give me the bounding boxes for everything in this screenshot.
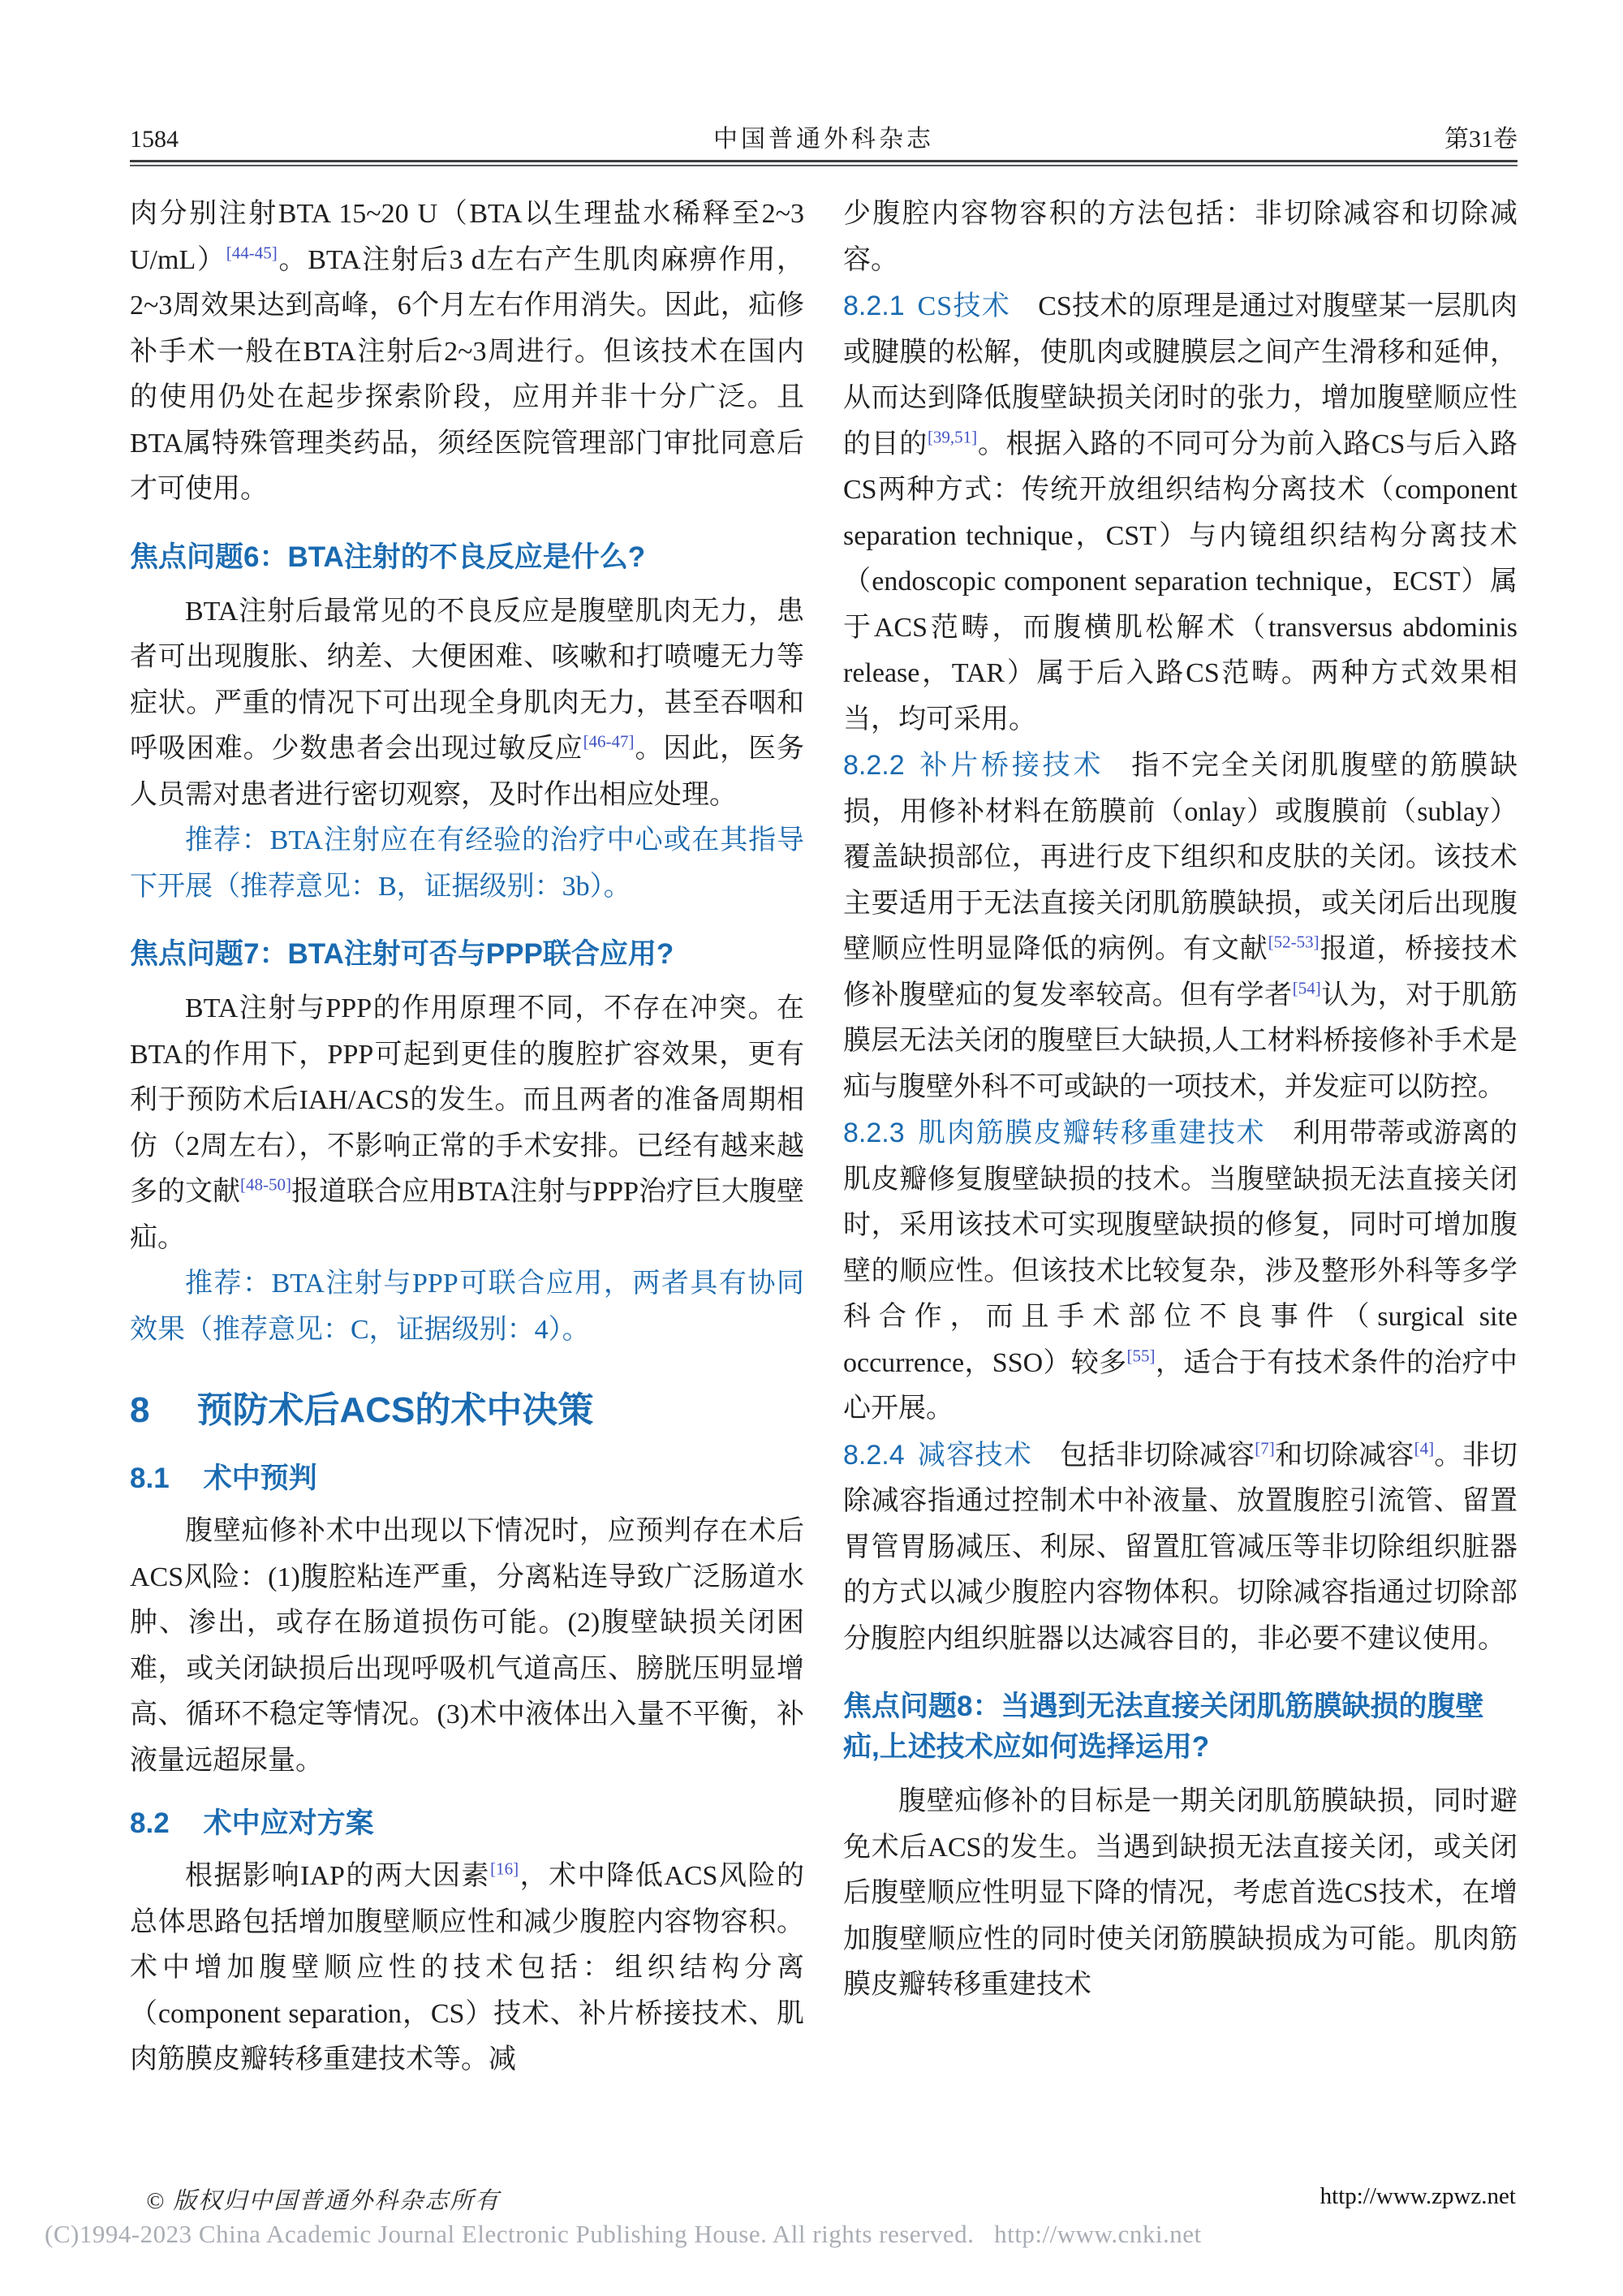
- subsection-number: 8.2.1: [843, 291, 905, 321]
- citation-ref: [16]: [490, 1859, 519, 1879]
- page-number: 1584: [130, 126, 179, 153]
- focus-question-7-heading: 焦点问题7：BTA注射可否与PPP联合应用?: [130, 938, 674, 970]
- paragraph-bta-dose: [130, 192, 804, 513]
- citation-ref: [52-53]: [1268, 932, 1319, 952]
- text-run: 。非切除减容指通过控制术中补液量、放置腹腔引流管、留置胃管胃肠减压、利尿、留置肛管减压等非切除组织脏器的方式以减少腹腔内容物体积。切除减容指通过切除部分腹腔内组织脏器以达减容目的，非必要不建议使用。: [843, 1440, 1518, 1654]
- section-number: 8.2: [130, 1807, 170, 1839]
- section-8-heading: [130, 1387, 804, 1434]
- section-number: 8: [130, 1390, 150, 1430]
- paragraph-technique-selection: 腹壁疝修补的目标是一期关闭肌筋膜缺损，同时避免术后ACS的发生。当遇到缺损无法直接关闭，或关闭后腹壁顺应性明显下降的情况，考虑首选CS技术，在增加腹壁顺应性的同时使关闭筋膜缺损成为可能。肌肉筋膜皮瓣转移重建技术: [843, 1786, 1518, 2000]
- paragraph-intraop-response: [130, 1854, 804, 2083]
- section-title: 术中应对方案: [203, 1807, 374, 1839]
- text-run: 报道联合应用BTA注射与PPP治疗巨大腹壁疝。: [130, 1177, 804, 1253]
- subsection-number: 8.2.4: [843, 1439, 905, 1471]
- text-run: 包括非切除减容: [1060, 1440, 1255, 1471]
- recommendation-6: 推荐：BTA注射应在有经验的治疗中心或在其指导下开展（推荐意见：B，证据级别：3b）。: [130, 825, 804, 902]
- text-run: 指不完全关闭肌腹壁的筋膜缺损，用修补材料在筋膜前（onlay）或腹膜前（sublay）覆盖缺损部位，再进行皮下组织和皮肤的关闭。该技术主要适用于无法直接关闭肌筋膜缺损，或关闭后出现腹壁顺应性明显降低的病例。有文献: [843, 751, 1518, 964]
- subsection-8-2-1: [843, 283, 1518, 743]
- subsection-title: 肌肉筋膜皮瓣转移重建技术: [917, 1118, 1266, 1148]
- citation-ref: [54]: [1292, 978, 1321, 998]
- text-run: 。因此，医务人员需对患者进行密切观察，及时作出相应处理。: [130, 734, 805, 810]
- citation-ref: [46-47]: [583, 731, 635, 752]
- subsection-8-2-2: [843, 743, 1518, 1110]
- header-rule: [130, 160, 1518, 166]
- subsection-8-2-3: [843, 1110, 1518, 1432]
- citation-ref: [44-45]: [226, 243, 278, 263]
- caj-copyright-line: (C)1994-2023 China Academic Journal Electronic Publishing House. All rights reserved. http://www.cnki.net: [45, 2220, 1202, 2248]
- text-run: 利用带蒂或游离的肌皮瓣修复腹壁缺损的技术。当腹壁缺损无法直接关闭时，采用该技术可实现腹壁缺损的修复，同时可增加腹壁的顺应性。但该技术比较复杂，涉及整形外科等多学科合作，而且手术部位不良事件（surgical site occurrence，SSO）较多: [843, 1118, 1518, 1378]
- subsection-number: 8.2.2: [843, 750, 905, 781]
- text-run: 报道，桥接技术修补腹壁疝的复发率较高。但有学者: [843, 934, 1518, 1010]
- journal-title: 中国普通外科杂志: [713, 126, 934, 153]
- copyright-note: © 版权归中国普通外科杂志所有: [146, 2188, 501, 2214]
- citation-ref: [7]: [1255, 1438, 1275, 1458]
- text-run: 。BTA注射后3 d左右产生肌肉麻痹作用，2~3周效果达到高峰，6个月左右作用消失。因此，疝修补手术一般在BTA注射后2~3周进行。但该技术在国内的使用仍处在起步探索阶段，应用并非十分广泛。且BTA属特殊管理类药品，须经医院管理部门审批同意后才可使用。: [130, 244, 804, 504]
- section-8-1-heading: [130, 1458, 804, 1499]
- subsection-title: 补片桥接技术: [917, 751, 1104, 781]
- text-run: 认为，对于肌筋膜层无法关闭的腹壁巨大缺损,人工材料桥接修补手术是疝与腹壁外科不可或缺的一项技术，并发症可以防控。: [843, 980, 1518, 1102]
- paragraph-bta-adverse: [130, 589, 804, 819]
- section-title: 术中预判: [203, 1462, 317, 1494]
- subsection-title: CS技术: [917, 291, 1011, 321]
- page-header: [130, 122, 1518, 157]
- text-run: 和切除减容: [1274, 1440, 1414, 1471]
- text-run: 肉分别注射BTA 15~20 U（BTA以生理盐水稀释至2~3 U/mL）: [130, 199, 804, 275]
- journal-site-url: http://www.zpwz.net: [1319, 2183, 1516, 2209]
- paragraph-bta-ppp: [130, 986, 804, 1261]
- text-run: 。根据入路的不同可分为前入路CS与后入路CS两种方式：传统开放组织结构分离技术（component separation technique，CST）与内镜组织结构分离技术（endoscopic component separation technique，ECST）属于ACS范畴，而腹横肌松解术（transversus abdominis release，TAR）属于后入路CS范畴。两种方式效果相当，均可采用。: [843, 429, 1518, 734]
- citation-ref: [48-50]: [240, 1174, 291, 1195]
- text-run: BTA注射后最常见的不良反应是腹壁肌肉无力，患者可出现腹胀、纳差、大便困难、咳嗽和打喷嚏无力等症状。严重的情况下可出现全身肌肉无力，甚至吞咽和呼吸困难。少数患者会出现过敏反应: [130, 596, 804, 764]
- focus-question-6-heading: 焦点问题6：BTA注射的不良反应是什么?: [130, 541, 646, 573]
- focus-question-8-heading: 焦点问题8：当遇到无法直接关闭肌筋膜缺损的腹壁疝,上述技术应如何选择运用?: [843, 1691, 1484, 1763]
- paragraph-volume-reduction-intro: 少腹腔内容物容积的方法包括：非切除减容和切除减容。: [843, 199, 1518, 275]
- section-8-2-heading: [130, 1803, 804, 1844]
- left-column: [130, 192, 804, 2083]
- subsection-title: 减容技术: [917, 1440, 1033, 1471]
- section-number: 8.1: [130, 1462, 170, 1494]
- text-run: ，术中降低ACS风险的总体思路包括增加腹壁顺应性和减少腹腔内容物容积。术中增加腹壁顺应性的技术包括：组织结构分离（component separation，CS）技术、补片桥接技术、肌肉筋膜皮瓣转移重建技术等。减: [130, 1861, 805, 2074]
- recommendation-7: 推荐：BTA注射与PPP可联合应用，两者具有协同效果（推荐意见：C，证据级别：4）。: [130, 1269, 804, 1345]
- text-run: BTA注射与PPP的作用原理不同，不存在冲突。在BTA的作用下，PPP可起到更佳的腹腔扩容效果，更有利于预防术后IAH/ACS的发生。而且两者的准备周期相仿（2周左右），不影响正常的手术安排。已经有越来越多的文献: [130, 993, 804, 1207]
- citation-ref: [55]: [1126, 1346, 1156, 1366]
- text-run: CS技术的原理是通过对腹壁某一层肌肉或腱膜的松解，使肌肉或腱膜层之间产生滑移和延伸，从而达到降低腹壁缺损关闭时的张力，增加腹壁顺应性的目的: [843, 291, 1518, 459]
- two-column-body: [130, 192, 1518, 2083]
- subsection-8-2-4: [843, 1432, 1518, 1663]
- volume-label: 第31卷: [1444, 126, 1518, 153]
- citation-ref: [39,51]: [927, 427, 978, 447]
- text-run: ，适合于有技术条件的治疗中心开展。: [843, 1347, 1518, 1424]
- right-column: [843, 192, 1518, 2083]
- subsection-number: 8.2.3: [843, 1118, 905, 1148]
- paragraph-intraop-judgement: 腹壁疝修补术中出现以下情况时，应预判存在术后ACS风险：(1)腹腔粘连严重，分离粘连导致广泛肠道水肿、渗出，或存在肠道损伤可能。(2)腹壁缺损关闭困难，或关闭缺损后出现呼吸机气道高压、膀胱压明显增高、循环不稳定等情况。(3)术中液体出入量不平衡，补液量远超尿量。: [130, 1516, 804, 1776]
- text-run: 根据影响IAP的两大因素: [185, 1861, 491, 1891]
- citation-ref: [4]: [1414, 1438, 1435, 1458]
- section-title: 预防术后ACS的术中决策: [196, 1390, 594, 1430]
